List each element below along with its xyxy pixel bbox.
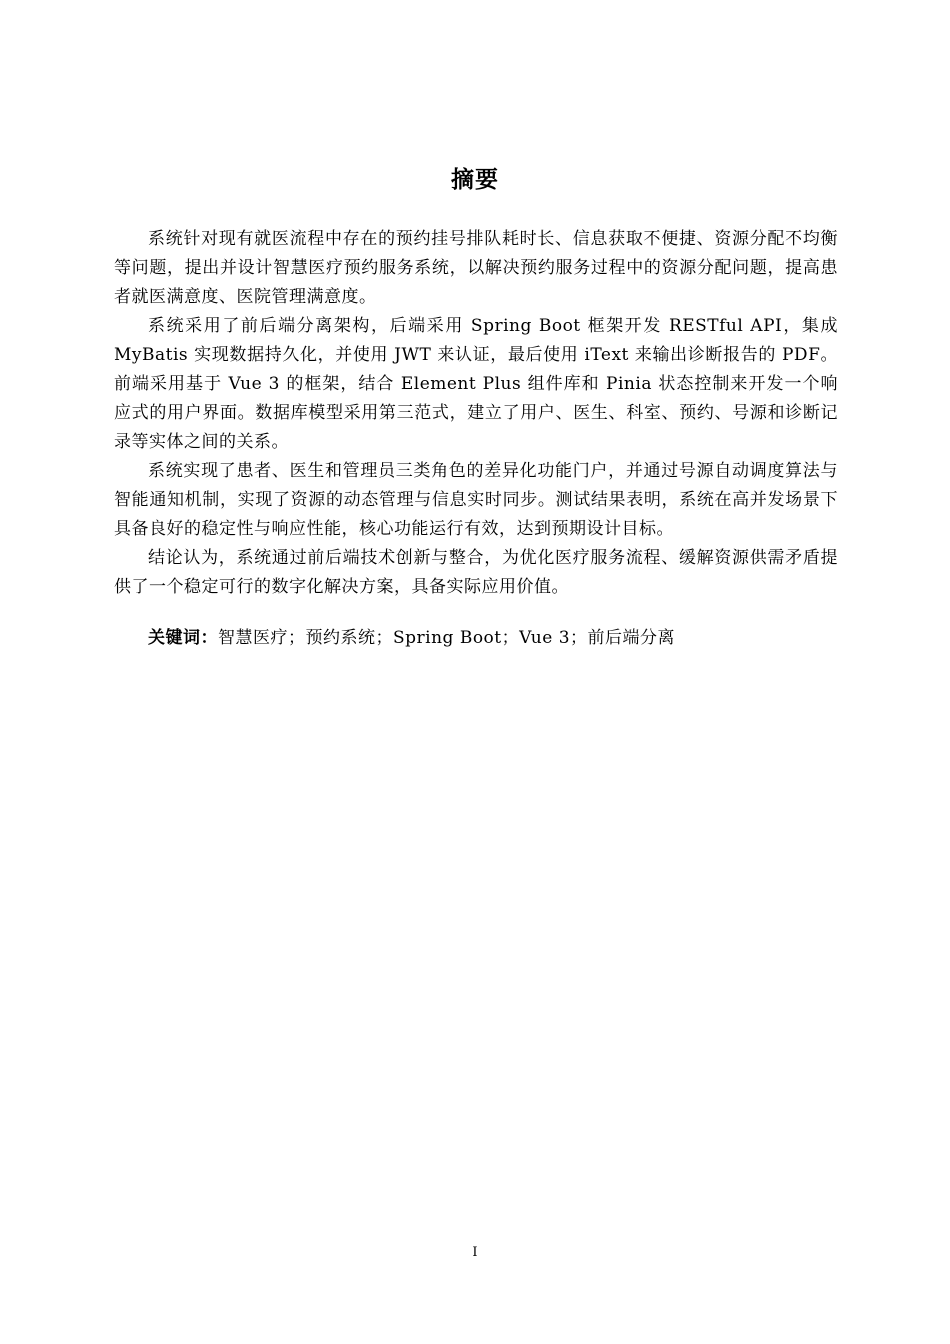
abstract-paragraph-4: 结论认为，系统通过前后端技术创新与整合，为优化医疗服务流程、缓解资源供需矛盾提供了一个稳定可行的数字化解决方案，具备实际应用价值。 xyxy=(114,548,838,597)
abstract-body xyxy=(114,225,838,653)
keywords-text: 智慧医疗；预约系统；Spring Boot；Vue 3；前后端分离 xyxy=(218,628,676,648)
abstract-paragraph-2: 系统采用了前后端分离架构，后端采用 Spring Boot 框架开发 RESTful API，集成 MyBatis 实现数据持久化，并使用 JWT 来认证，最后使用 iText 来输出诊断报告的 PDF。前端采用基于 Vue 3 的框架，结合 Element Plus 组件库和 Pinia 状态控制来开发一个响应式的用户界面。数据库模型采用第三范式，建立了用户、医生、科室、预约、号源和诊断记录等实体之间的关系。 xyxy=(114,316,838,452)
abstract-paragraph-1: 系统针对现有就医流程中存在的预约挂号排队耗时长、信息获取不便捷、资源分配不均衡等问题，提出并设计智慧医疗预约服务系统，以解决预约服务过程中的资源分配问题，提高患者就医满意度、医院管理满意度。 xyxy=(114,229,838,307)
keywords-line xyxy=(114,624,838,653)
abstract-paragraph-3: 系统实现了患者、医生和管理员三类角色的差异化功能门户，并通过号源自动调度算法与智能通知机制，实现了资源的动态管理与信息实时同步。测试结果表明，系统在高并发场景下具备良好的稳定性与响应性能，核心功能运行有效，达到预期设计目标。 xyxy=(114,461,838,539)
page-title: 摘要 xyxy=(451,167,499,193)
page-number: I xyxy=(472,1245,478,1260)
keywords-label: 关键词： xyxy=(148,628,218,648)
